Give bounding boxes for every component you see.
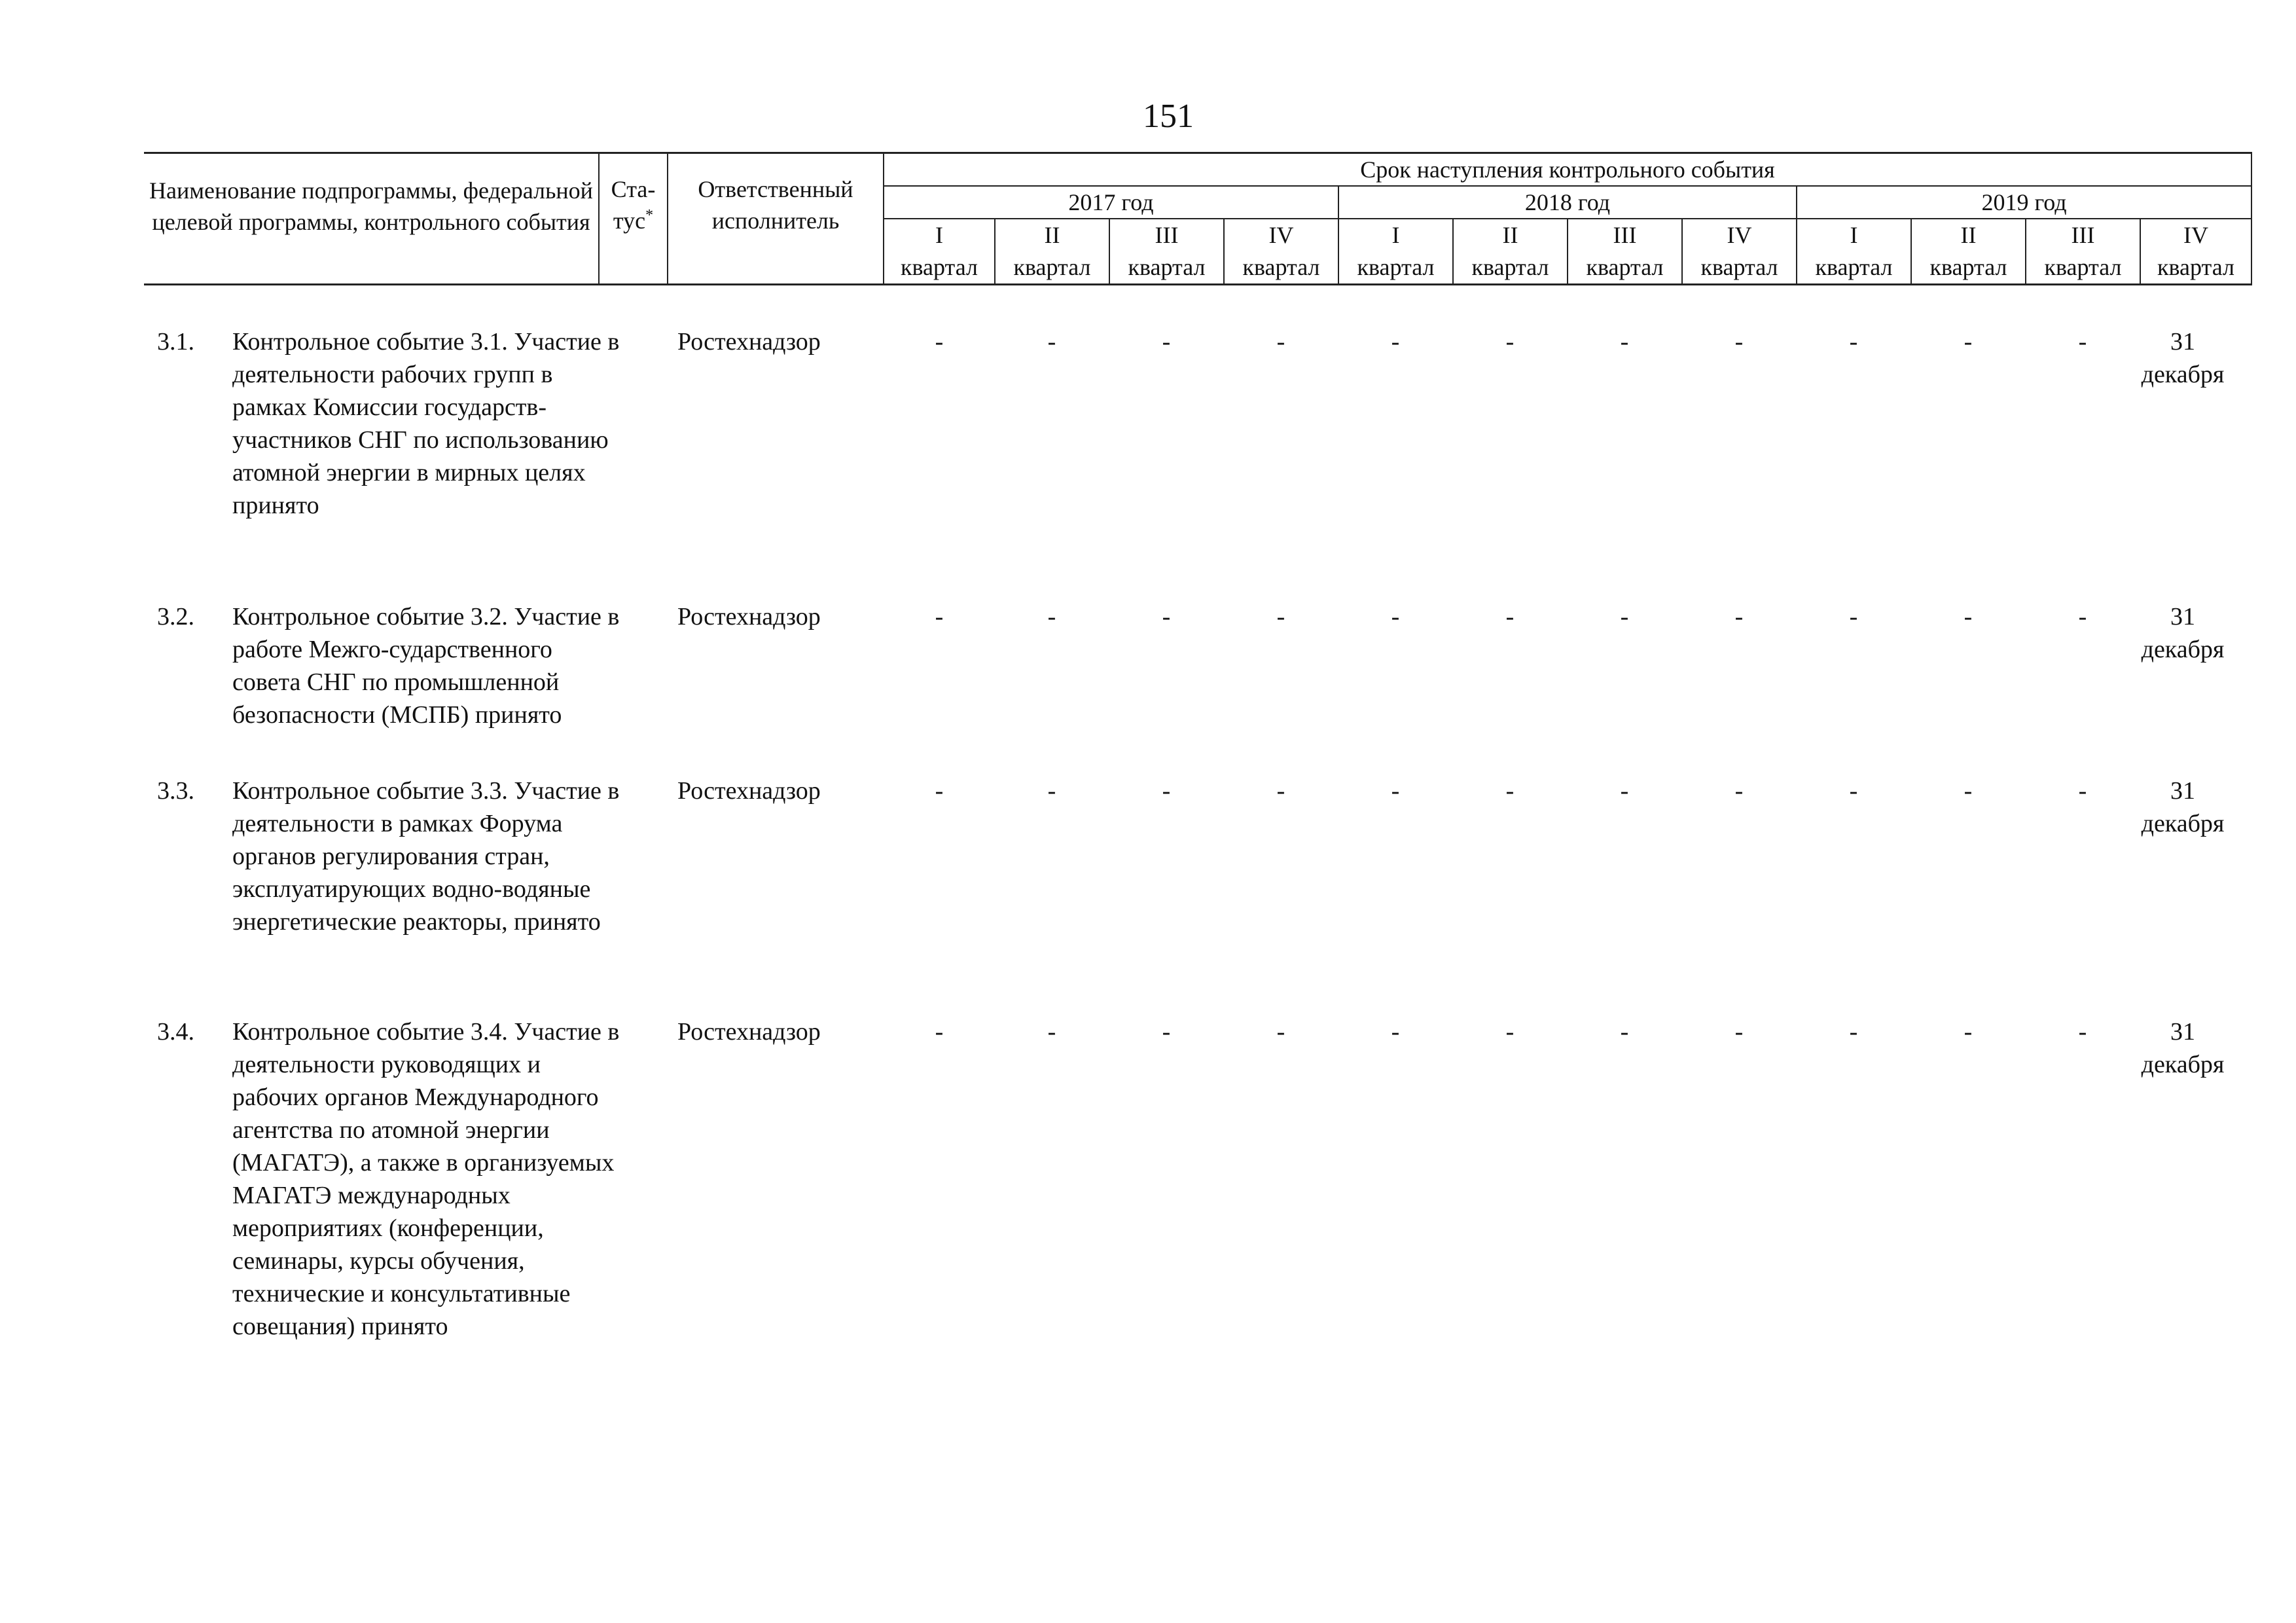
quarter-numeral: II (995, 219, 1109, 251)
row-deadline (2127, 325, 2238, 391)
quarter-word: квартал (995, 251, 1109, 284)
quarter-word: квартал (884, 251, 995, 284)
header-deadline-label: Срок наступления контрольного события (1360, 156, 1775, 183)
row-value: - (1162, 777, 1171, 805)
page-number: 151 (1143, 98, 1194, 135)
quarter-numeral: III (1568, 219, 1682, 251)
row-value: - (1276, 1018, 1285, 1046)
quarter-numeral: III (2026, 219, 2140, 251)
quarter-word: квартал (1568, 251, 1682, 284)
quarter-word: квартал (1453, 251, 1568, 284)
header-year-label: 2017 год (1068, 189, 1154, 215)
row-value: - (1849, 328, 1858, 356)
row-name: Контрольное событие 3.2. Участие в работе Межго-сударственного совета СНГ по промышленной безопасности (МСПБ) принято (232, 603, 620, 729)
row-value: - (935, 777, 944, 805)
row-value: - (1047, 603, 1056, 630)
row-value: - (1162, 328, 1171, 356)
row-value: - (2078, 328, 2087, 356)
row-number: 3.1. (157, 328, 194, 356)
row-number: 3.2. (157, 603, 194, 630)
row-name: Контрольное событие 3.1. Участие в деятельности рабочих групп в рамках Комиссии государств-участников СНГ по использованию атомной энергии в мирных целях принято (232, 328, 620, 519)
row-value: - (1391, 777, 1400, 805)
row-value: - (1162, 1018, 1171, 1046)
row-value: - (1620, 1018, 1629, 1046)
row-value: - (1734, 328, 1744, 356)
row-value: - (1734, 603, 1744, 630)
header-year-2018 (1338, 186, 1797, 219)
header-executor-cell (668, 153, 884, 285)
row-value: - (2078, 1018, 2087, 1046)
row-value: - (1849, 603, 1858, 630)
row-value: - (1620, 777, 1629, 805)
header-year-label: 2018 год (1524, 189, 1611, 215)
row-value: - (1047, 1018, 1056, 1046)
row-executor: Ростехнадзор (677, 603, 821, 630)
quarter-numeral: IV (1682, 219, 1797, 251)
row-deadline-day: 31 (2170, 777, 2195, 805)
row-value: - (1505, 328, 1515, 356)
quarter-numeral: II (1453, 219, 1568, 251)
row-value: - (1734, 777, 1744, 805)
header-name-label: Наименование подпрограммы, федеральной целевой программы, контрольного события (149, 177, 593, 235)
row-deadline-month: декабря (2141, 361, 2225, 388)
quarter-numeral: I (1797, 219, 1911, 251)
quarter-numeral: I (1338, 219, 1453, 251)
row-name: Контрольное событие 3.4. Участие в деятельности руководящих и рабочих органов Международного агентства по атомной энергии (МАГАТЭ), а также в организуемых МАГАТЭ международных мероприятиях (конференции, семинары, курсы обучения, технические и консультативные совещания) принято (232, 1018, 620, 1340)
row-value: - (1047, 777, 1056, 805)
row-value: - (2078, 603, 2087, 630)
header-name-cell (144, 153, 599, 285)
header-status-cell (599, 153, 668, 285)
row-value: - (935, 1018, 944, 1046)
row-value: - (1849, 1018, 1858, 1046)
row-value: - (935, 603, 944, 630)
row-executor: Ростехнадзор (677, 328, 821, 356)
row-deadline-day: 31 (2170, 328, 2195, 356)
header-year-2017 (884, 186, 1338, 219)
quarter-word: квартал (1797, 251, 1911, 284)
row-value: - (1505, 603, 1515, 630)
row-value: - (1964, 777, 1973, 805)
row-deadline-month: декабря (2141, 636, 2225, 663)
row-number: 3.3. (157, 777, 194, 805)
row-value: - (1047, 328, 1056, 356)
quarter-word: квартал (1224, 251, 1338, 284)
row-value: - (1964, 328, 1973, 356)
quarter-numeral: IV (1224, 219, 1338, 251)
row-name: Контрольное событие 3.3. Участие в деятельности в рамках Форума органов регулирования стран, эксплуатирующих водно-водяные энергетические реакторы, принято (232, 777, 620, 936)
row-deadline-day: 31 (2170, 1018, 2195, 1046)
header-status-label-b: тус (613, 208, 646, 234)
row-deadline (2127, 775, 2238, 840)
row-value: - (1276, 603, 1285, 630)
quarter-numeral: IV (2140, 219, 2251, 251)
quarter-word: квартал (2140, 251, 2251, 284)
header-deadline (884, 153, 2251, 187)
row-number: 3.4. (157, 1018, 194, 1046)
header-status-mark: * (645, 207, 654, 224)
quarter-word: квартал (1109, 251, 1224, 284)
row-deadline-month: декабря (2141, 1051, 2225, 1078)
row-value: - (1734, 1018, 1744, 1046)
quarter-numeral: II (1911, 219, 2026, 251)
row-value: - (1162, 603, 1171, 630)
header-year-label: 2019 год (1981, 189, 2067, 215)
row-executor: Ростехнадзор (677, 777, 821, 805)
row-value: - (1620, 603, 1629, 630)
row-value: - (1391, 1018, 1400, 1046)
row-value: - (935, 328, 944, 356)
row-value: - (1964, 603, 1973, 630)
row-deadline-day: 31 (2170, 603, 2195, 630)
row-deadline (2127, 1015, 2238, 1081)
row-value: - (1505, 777, 1515, 805)
header-status-label-a: Ста- (611, 176, 656, 202)
row-value: - (1620, 328, 1629, 356)
quarter-word: квартал (1338, 251, 1453, 284)
row-value: - (1964, 1018, 1973, 1046)
row-value: - (1276, 777, 1285, 805)
row-value: - (2078, 777, 2087, 805)
header-year-2019 (1797, 186, 2251, 219)
row-deadline-month: декабря (2141, 810, 2225, 837)
table-header (144, 152, 2252, 285)
row-value: - (1849, 777, 1858, 805)
quarter-word: квартал (1682, 251, 1797, 284)
header-executor-label: Ответственный исполнитель (698, 176, 853, 234)
quarter-numeral: I (884, 219, 995, 251)
row-value: - (1276, 328, 1285, 356)
quarter-word: квартал (2026, 251, 2140, 284)
quarter-numeral: III (1109, 219, 1224, 251)
row-value: - (1391, 603, 1400, 630)
row-value: - (1391, 328, 1400, 356)
row-deadline (2127, 600, 2238, 666)
row-value: - (1505, 1018, 1515, 1046)
row-executor: Ростехнадзор (677, 1018, 821, 1046)
quarter-word: квартал (1911, 251, 2026, 284)
